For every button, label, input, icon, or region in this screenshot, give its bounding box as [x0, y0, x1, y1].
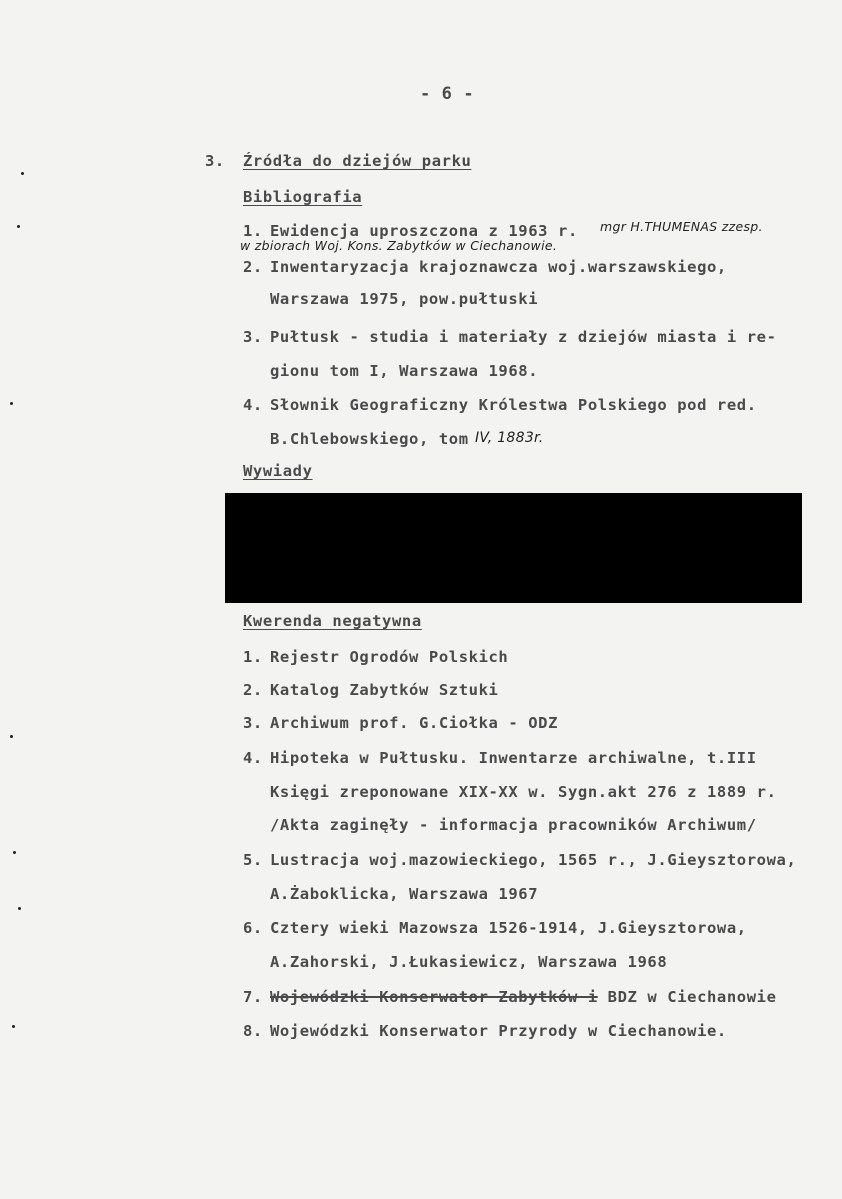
- neg-item-number: 2.: [243, 681, 263, 699]
- margin-mark: [13, 851, 16, 854]
- margin-mark: [21, 172, 24, 175]
- neg-item-text: Katalog Zabytków Sztuki: [270, 681, 499, 699]
- bib-item-number: 3.: [243, 328, 263, 346]
- neg-item-text: [270, 988, 777, 1006]
- bibliography-heading: Bibliografia: [243, 188, 363, 206]
- page-number: - 6 -: [420, 84, 475, 104]
- margin-mark: [17, 225, 20, 228]
- margin-mark: [18, 907, 21, 910]
- neg-item-text: /Akta zaginęły - informacja pracowników Archiwum/: [270, 816, 757, 834]
- neg-item-text: Księgi zreponowane XIX-XX w. Sygn.akt 276 z 1889 r.: [270, 783, 777, 801]
- neg-item-number: 7.: [243, 988, 263, 1006]
- bib-item-text: Ewidencja uproszczona z 1963 r.: [270, 222, 578, 240]
- neg-item-text: Lustracja woj.mazowieckiego, 1565 r., J.Gieysztorowa,: [270, 851, 797, 869]
- neg-item-text: Wojewódzki Konserwator Przyrody w Ciechanowie.: [270, 1022, 727, 1040]
- bib-item-text: Warszawa 1975, pow.pułtuski: [270, 290, 539, 308]
- redaction-block: [225, 493, 802, 603]
- bib-item-number: 2.: [243, 258, 263, 276]
- neg-item-rest: BDZ w Ciechanowie: [597, 988, 777, 1006]
- bib-item-text: Pułtusk - studia i materiały z dziejów miasta i re-: [270, 328, 777, 346]
- bib-item-text: Słownik Geograficzny Królestwa Polskiego pod red.: [270, 396, 757, 414]
- bib-item-text: gionu tom I, Warszawa 1968.: [270, 362, 539, 380]
- margin-mark: [10, 402, 13, 405]
- neg-item-text: A.Żaboklicka, Warszawa 1967: [270, 885, 539, 903]
- neg-item-text: Rejestr Ogrodów Polskich: [270, 648, 509, 666]
- neg-item-text: Hipoteka w Pułtusku. Inwentarze archiwalne, t.III: [270, 749, 757, 767]
- struck-text: Wojewódzki Konserwator Zabytków i: [270, 988, 598, 1006]
- bib-item-number: 1.: [243, 222, 263, 240]
- bib-item-text: B.Chlebowskiego, tom: [270, 430, 469, 448]
- handwritten-note: IV, 1883r.: [475, 430, 544, 446]
- margin-mark: [10, 735, 13, 738]
- handwritten-note: w zbiorach Woj. Kons. Zabytków w Ciechanowie.: [240, 238, 558, 253]
- neg-item-number: 8.: [243, 1022, 263, 1040]
- section-number: 3.: [205, 152, 225, 170]
- neg-item-number: 3.: [243, 714, 263, 732]
- interviews-heading: Wywiady: [243, 462, 313, 480]
- neg-item-text: Cztery wieki Mazowsza 1526-1914, J.Gieysztorowa,: [270, 919, 747, 937]
- margin-mark: [12, 1025, 15, 1028]
- section-title: Źródła do dziejów parku: [243, 152, 472, 170]
- negative-query-heading: Kwerenda negatywna: [243, 612, 422, 630]
- neg-item-number: 1.: [243, 648, 263, 666]
- neg-item-text: Archiwum prof. G.Ciołka - ODZ: [270, 714, 559, 732]
- neg-item-number: 5.: [243, 851, 263, 869]
- neg-item-number: 4.: [243, 749, 263, 767]
- bib-item-text: Inwentaryzacja krajoznawcza woj.warszawskiego,: [270, 258, 727, 276]
- neg-item-number: 6.: [243, 919, 263, 937]
- bib-item-number: 4.: [243, 396, 263, 414]
- handwritten-note: mgr H.THUMENAS zzesp.: [600, 219, 763, 234]
- neg-item-text: A.Zahorski, J.Łukasiewicz, Warszawa 1968: [270, 953, 668, 971]
